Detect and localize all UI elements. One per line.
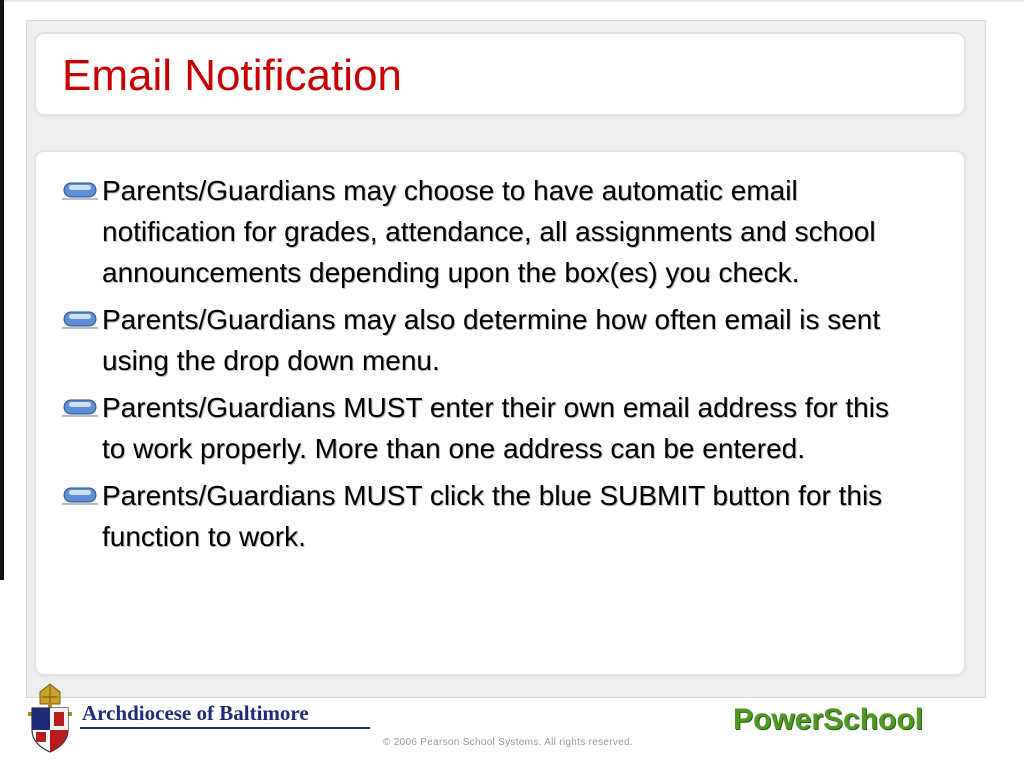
brand-logo-text: PowerSchool xyxy=(733,703,924,736)
bullet-text: Parents/Guardians MUST click the blue SUBMIT button for this function to work. xyxy=(102,480,883,552)
bullet-text: Parents/Guardians may choose to have automatic email notification for grades, attendance, all assignments and school announcements depending upon the box(es) you check. xyxy=(102,175,876,288)
pill-bullet-icon xyxy=(62,182,98,200)
top-rule xyxy=(0,0,1024,2)
slide-title: Email Notification xyxy=(62,51,402,100)
organization-underline xyxy=(80,727,370,729)
pill-bullet-icon xyxy=(62,487,98,505)
bullet-list xyxy=(60,170,920,563)
bullet-text: Parents/Guardians may also determine how often email is sent using the drop down menu. xyxy=(102,304,881,376)
left-edge-rule xyxy=(0,0,4,580)
bullet-item xyxy=(60,170,920,293)
bullet-item xyxy=(60,387,920,469)
copyright-text: © 2006 Pearson School Systems. All rights reserved. xyxy=(383,737,634,748)
bullet-text: Parents/Guardians MUST enter their own email address for this to work properly. More than one address can be entered. xyxy=(102,392,889,464)
archdiocese-crest-icon xyxy=(24,682,76,754)
pill-bullet-icon xyxy=(62,311,98,329)
pill-bullet-icon xyxy=(62,399,98,417)
bullet-item xyxy=(60,475,920,557)
bullet-item xyxy=(60,299,920,381)
organization-name: Archdiocese of Baltimore xyxy=(82,701,309,725)
